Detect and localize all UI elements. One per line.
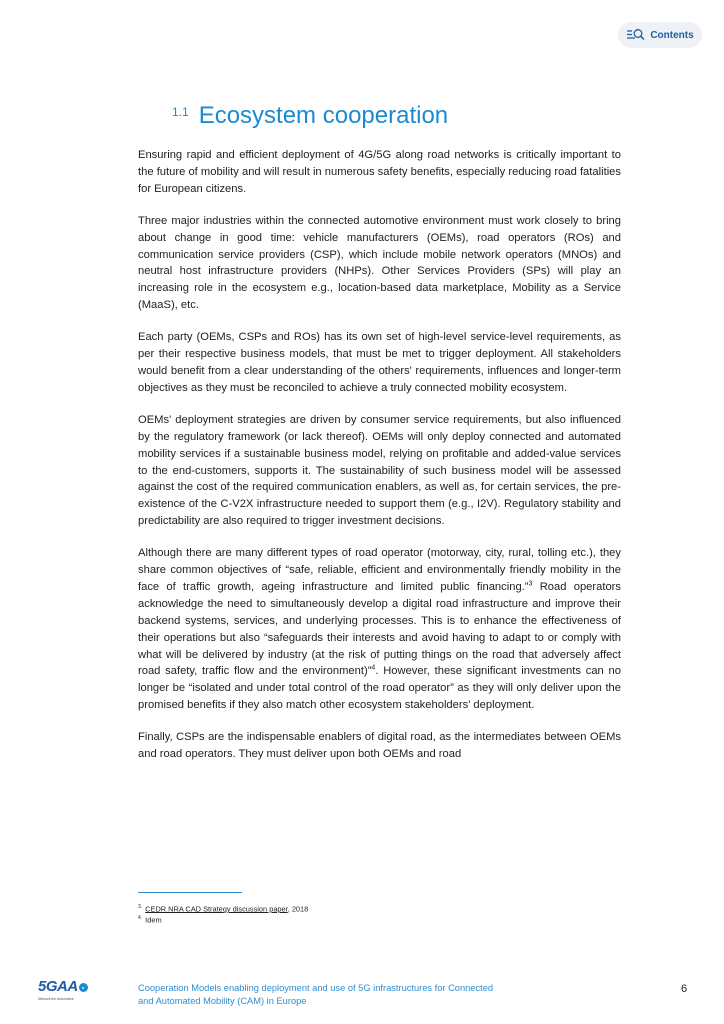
contents-search-icon <box>626 28 646 42</box>
page-number: 6 <box>681 983 688 995</box>
footnote-text: Idem <box>145 915 162 925</box>
logo-tagline: Network the Automotive <box>38 997 74 1001</box>
footnote-divider <box>138 892 242 893</box>
footer-document-title <box>138 982 558 1008</box>
paragraph: Finally, CSPs are the indispensable enablers of digital road, as the intermediates between OEMs and road operators. They must deliver upon both OEMs and road <box>138 731 621 761</box>
footnote-item <box>138 914 308 925</box>
logo-mark <box>38 979 98 995</box>
footnote-link[interactable]: CEDR NRA CAD Strategy discussion paper <box>145 904 288 914</box>
section-number: 1.1 <box>172 105 189 119</box>
footnotes <box>138 903 308 925</box>
paragraph: Three major industries within the connected automotive environment must work closely to bring about change in good time: vehicle manufacturers (OEMs), road operators (ROs) and communication service providers (CSP), which include mobile network operators (MNOs) and neutral host infrastructure providers (NHPs). Other Services Providers (SPs) will play an increasing role in the ecosystem e.g., location-based data marketplace, Mobility as a Service (MaaS), etc. <box>138 214 621 312</box>
footer-line: Cooperation Models enabling deployment and use of 5G infrastructures for Connected <box>138 983 494 993</box>
section-heading <box>172 100 448 132</box>
paragraph: Ensuring rapid and efficient deployment of 4G/5G along road networks is critically important to the future of mobility and will result in numerous safety benefits, especially reducing road fatalities for European citizens. <box>138 149 621 195</box>
section-title: Ecosystem cooperation <box>198 102 449 129</box>
contents-label: Contents <box>650 29 694 41</box>
paragraph <box>138 545 621 714</box>
footnote-text: , 2018 <box>287 904 309 914</box>
paragraph: Each party (OEMs, CSPs and ROs) has its own set of high-level service-level requirements, as per their respective business models, that must be met to trigger deployment. All stakeholders would benefit from a clear understanding of the others' requirements, influences and longer-term objectives as they must be reconciled to achieve a truly connected mobility ecosystem. <box>138 331 621 394</box>
body-text <box>138 147 621 778</box>
paragraph-text: Road operators acknowledge the need to simultaneously develop a digital road infrastructure and improve their backend systems, services, and underlying processes. This is to enhance the effectiveness of their operations but also “safeguards their interests and avoid having to adapt to or comply with what will be delivered by industry (at the risk of putting things on the road that adversely affect road safety, traffic flow and the environment)” <box>138 580 621 678</box>
paragraph: OEMs' deployment strategies are driven by consumer service requirements, but also influenced by the regulatory framework (or lack thereof). OEMs will only deploy connected and automated mobility services if a sustainable business model, relying on profitable and added-value services to the end-customers, supports it. The sustainability of such business model will be assessed against the cost of the required communication enablers, as well as, for certain services, the pre-existence of the C-V2X infrastructure needed to support them (e.g., I2V). Regulatory stability and predictability are also required to trigger investment decisions. <box>138 413 621 528</box>
footnote-ref-3[interactable]: 3 <box>528 580 533 588</box>
5gaa-logo[interactable] <box>38 979 98 1003</box>
paragraph-text: . However, these significant investments can no longer be “isolated and under total control of the road operator” as they will only deliver upon the promised benefits if they also match other ecosystem stakeholders' deployment. <box>138 665 621 712</box>
logo-text: 5GAA <box>38 978 78 995</box>
footnote-number: 3. <box>138 904 143 910</box>
footnote-item <box>138 903 308 914</box>
footnote-ref-4[interactable]: 4 <box>371 664 376 672</box>
paragraph-text: Although there are many different types of road operator (motorway, city, rural, tolling etc.), they share common objectives of “safe, reliable, efficient and environmentally friendly mobility in the face of traffic growth, ageing infrastructure and limited public financing.” <box>138 547 621 593</box>
footnote-number: 4. <box>138 914 143 921</box>
footer-line: and Automated Mobility (CAM) in Europe <box>138 996 307 1006</box>
contents-button[interactable] <box>618 22 702 48</box>
logo-circle-icon: ▸ <box>79 983 88 992</box>
